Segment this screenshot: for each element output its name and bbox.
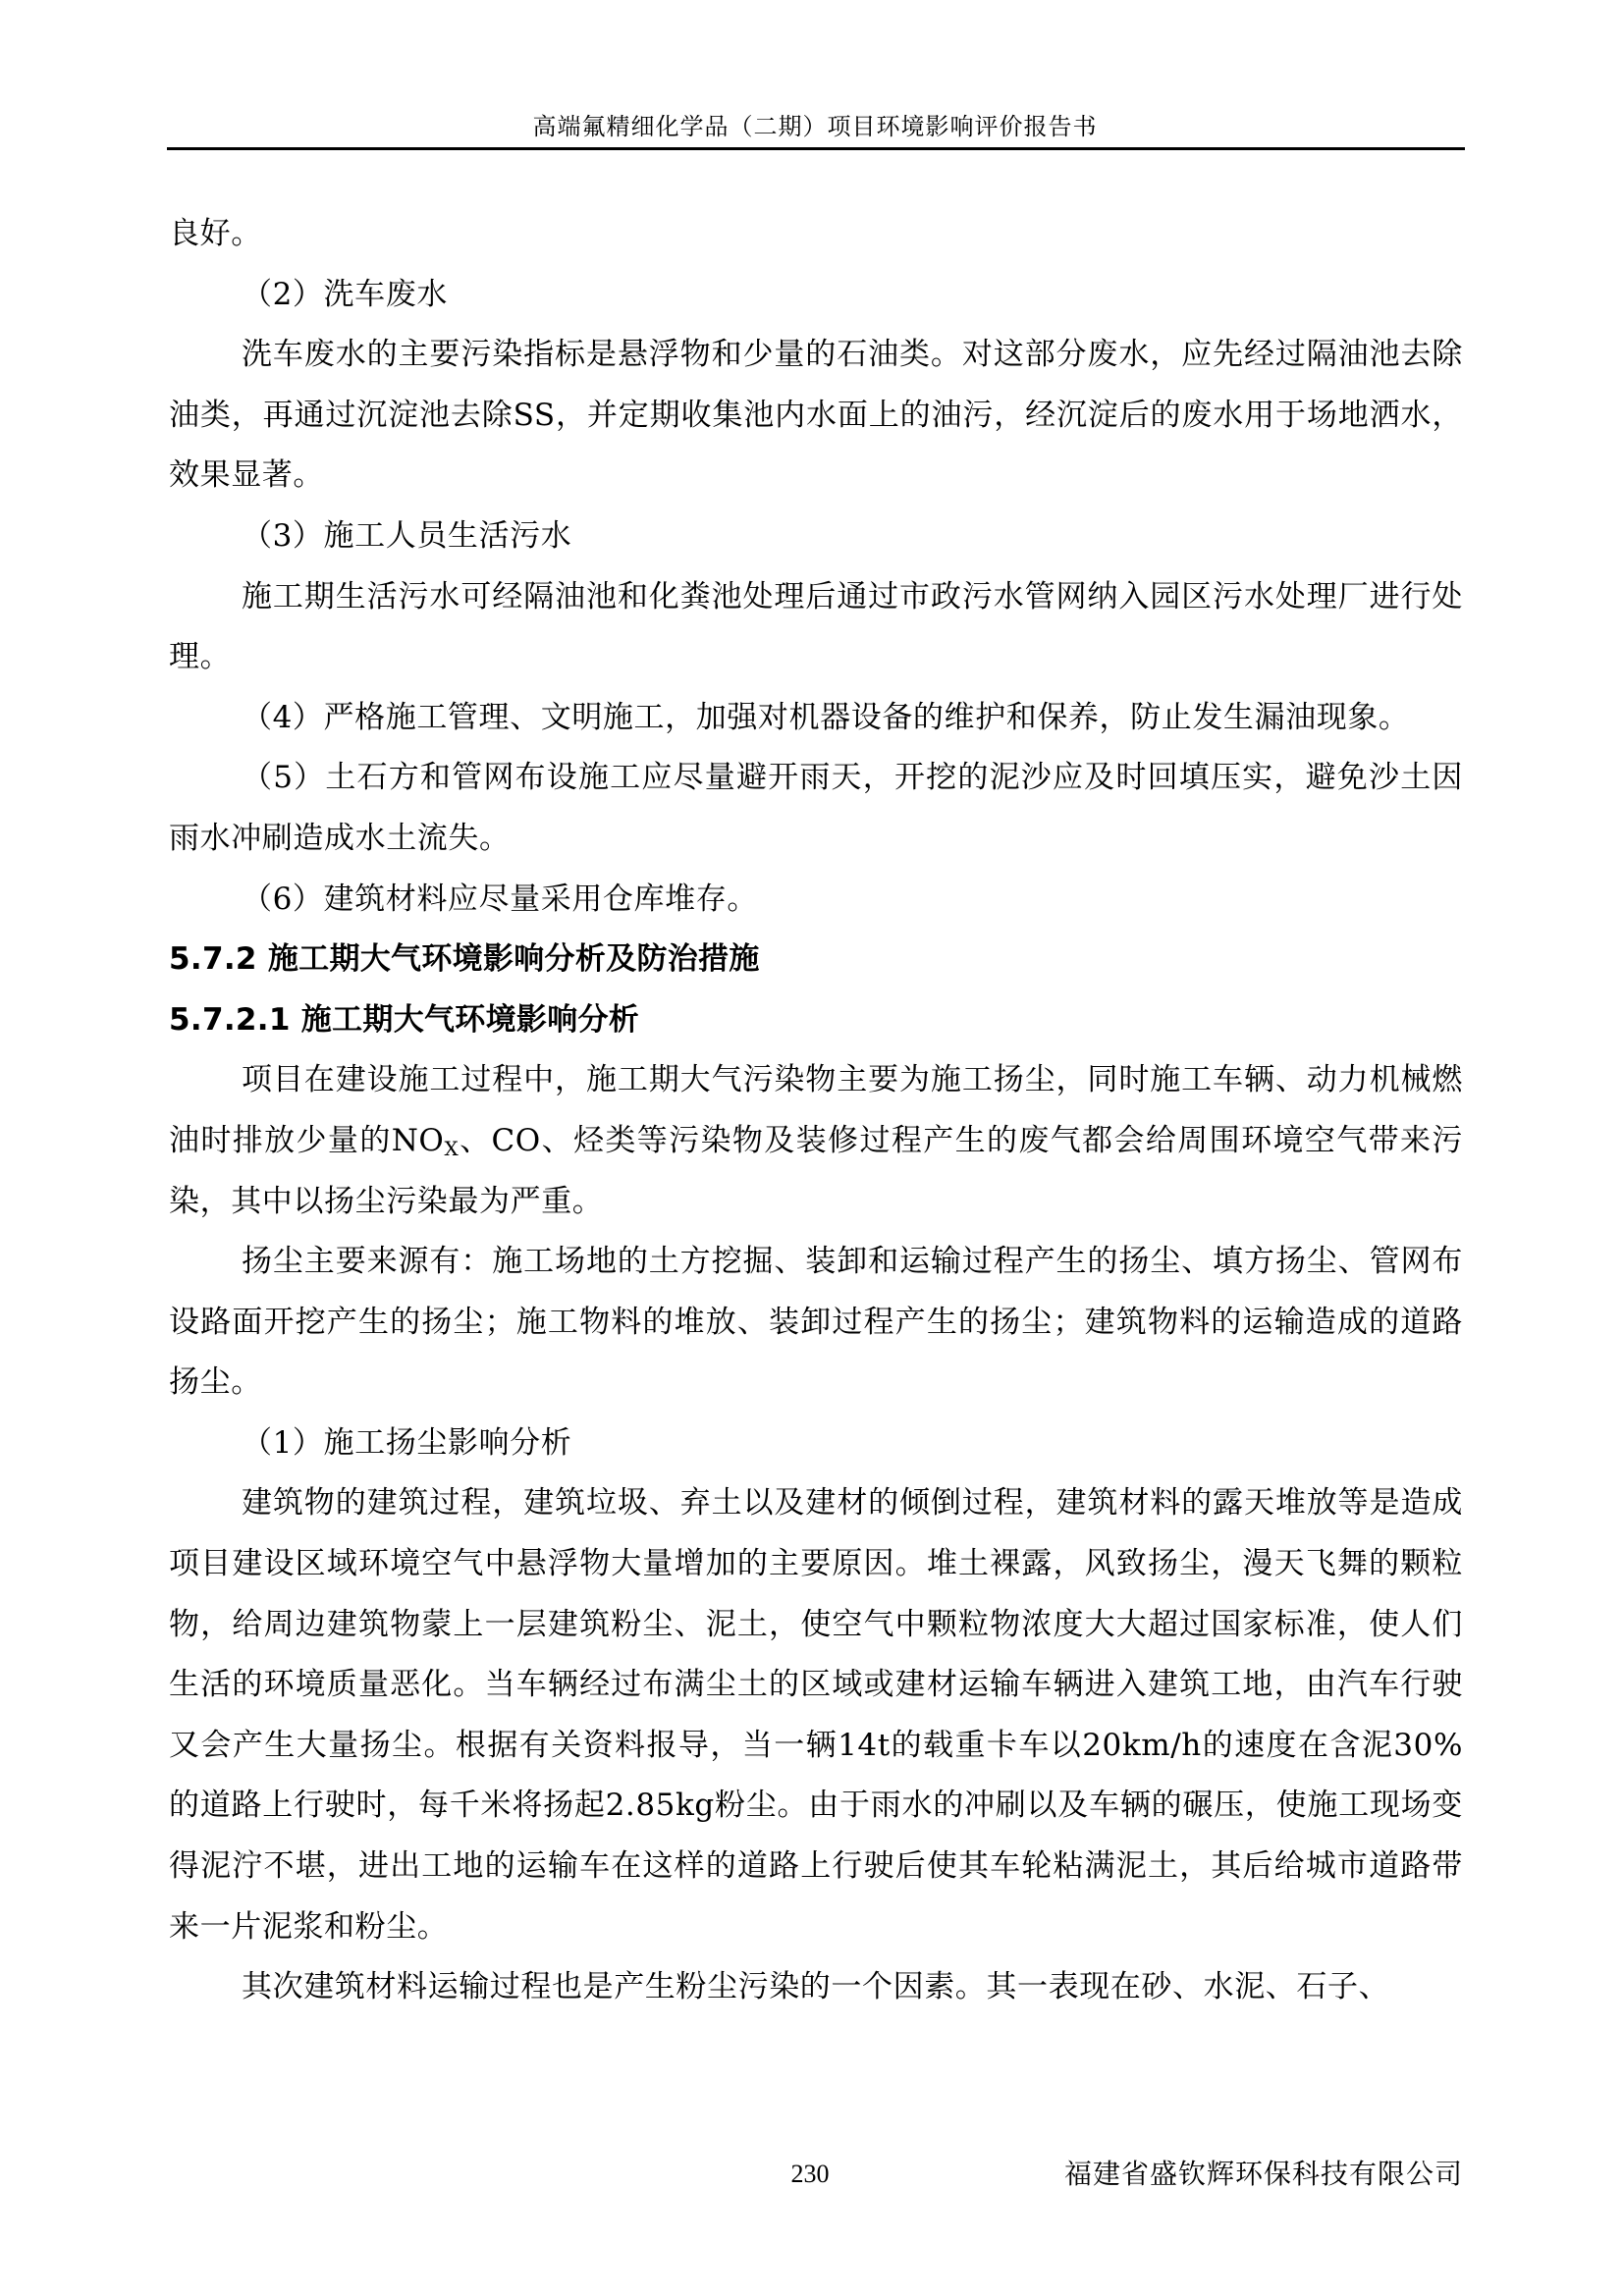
paragraph: 其次建筑材料运输过程也是产生粉尘污染的一个因素。其一表现在砂、水泥、石子、: [242, 1969, 1390, 2005]
list-item-heading: （2）洗车废水: [242, 276, 448, 312]
paragraph-text: 、CO、烃类等污染物及装修过程产生的废气都会给周围环境空气带来污染，其中以扬尘污染最为严重。: [169, 1122, 1463, 1219]
list-item: （5）土石方和管网布设施工应尽量避开雨天，开挖的泥沙应及时回填压实，避免沙土因雨水冲刷造成水土流失。: [169, 760, 1463, 856]
paragraph-text: 项目在建设施工过程中，施工期大气污染物主要为施工扬尘，同时施工车辆、动力机械燃油时排放少量的NO: [169, 1062, 1463, 1158]
list-item-heading: （3）施工人员生活污水: [242, 517, 572, 554]
section-heading: 5.7.2 施工期大气环境影响分析及防治措施: [169, 941, 760, 978]
subsection-heading: 5.7.2.1 施工期大气环境影响分析: [169, 1001, 640, 1038]
paragraph: 建筑物的建筑过程，建筑垃圾、弃土以及建材的倾倒过程，建筑材料的露天堆放等是造成项目建设区域环境空气中悬浮物大量增加的主要原因。堆土裸露，风致扬尘，漫天飞舞的颗粒物，给周边建筑物蒙上一层建筑粉尘、泥土，使空气中颗粒物浓度大大超过国家标准，使人们生活的环境质量恶化。当车辆经过布满尘土的区域或建材运输车辆进入建筑工地，由汽车行驶又会产生大量扬尘。根据有关资料报导，当一辆14t的载重卡车以20km/h的速度在含泥30%的道路上行驶时，每千米将扬起2.85kg粉尘。由于雨水的冲刷以及车辆的碾压，使施工现场变得泥泞不堪，进出工地的运输车在这样的道路上行驶后使其车轮粘满泥土，其后给城市道路带来一片泥浆和粉尘。: [169, 1485, 1463, 1945]
list-item-heading: （1）施工扬尘影响分析: [242, 1424, 572, 1461]
footer-company: 福建省盛钦辉环保科技有限公司: [1063, 2158, 1463, 2190]
list-item: （4）严格施工管理、文明施工，加强对机器设备的维护和保养，防止发生漏油现象。: [242, 699, 1410, 735]
list-item: （6）建筑材料应尽量采用仓库堆存。: [242, 881, 758, 917]
paragraph: [169, 1050, 1463, 1232]
header-rule: [167, 147, 1465, 150]
paragraph: 良好。: [169, 216, 262, 251]
paragraph: 洗车废水的主要污染指标是悬浮物和少量的石油类。对这部分废水，应先经过隔油池去除油类，再通过沉淀池去除SS，并定期收集池内水面上的油污，经沉淀后的废水用于场地洒水，效果显著。: [169, 337, 1463, 494]
running-header-title: 高端氟精细化学品（二期）项目环境影响评价报告书: [532, 113, 1098, 140]
subscript: X: [444, 1136, 460, 1160]
paragraph: 施工期生活污水可经隔油池和化粪池处理后通过市政污水管网纳入园区污水处理厂进行处理。: [169, 578, 1463, 675]
document-body: [169, 204, 1463, 2018]
paragraph: 扬尘主要来源有：施工场地的土方挖掘、装卸和运输过程产生的扬尘、填方扬尘、管网布设路面开挖产生的扬尘；施工物料的堆放、装卸过程产生的扬尘；建筑物料的运输造成的道路扬尘。: [169, 1244, 1463, 1401]
page-number: 230: [790, 2160, 830, 2188]
